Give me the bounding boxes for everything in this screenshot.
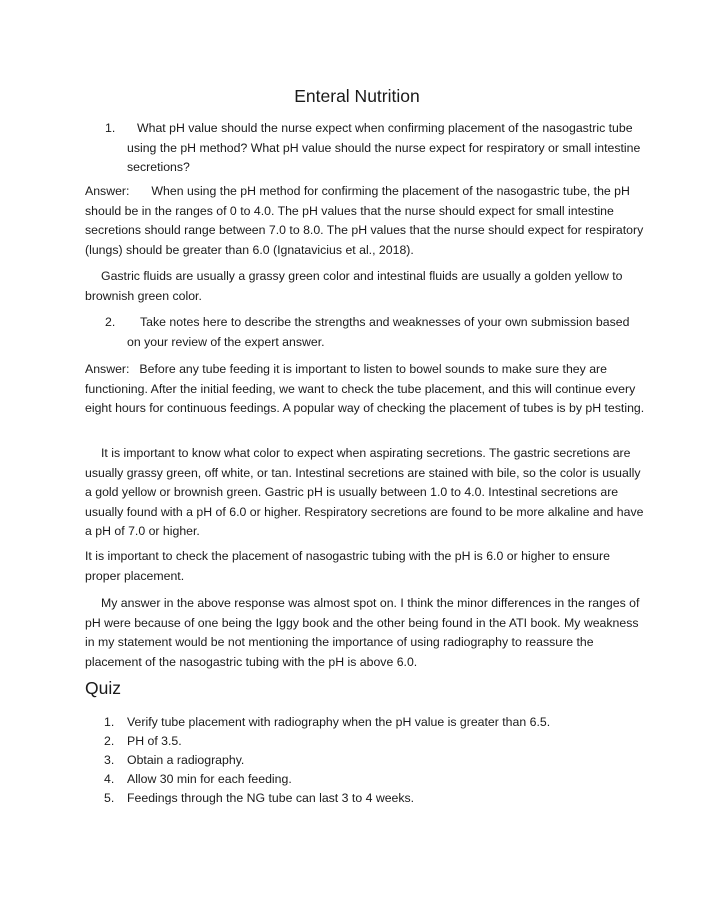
answer-2-text: Before any tube feeding it is important to listen to bowel sounds to make sure they are functioning. After the initial feeding, we want to check the tube placement, and this will continue every eight hours for continuous feedings. A popular way of checking the placement of tubes is by pH testing. (85, 362, 645, 415)
quiz-item (104, 732, 644, 751)
answer-1 (85, 182, 645, 260)
question-2 (105, 313, 645, 352)
document-title: Enteral Nutrition (294, 86, 420, 106)
quiz-item (104, 751, 644, 770)
question-1-number: 1. (105, 121, 116, 135)
quiz-item-number: 1. (104, 715, 115, 729)
quiz-heading: Quiz (85, 678, 121, 698)
question-1-text: What pH value should the nurse expect when confirming placement of the nasogastric tube using the pH method? What pH value should the nurse expect for respiratory or small intestine secretions? (127, 121, 641, 174)
answer-1-label: Answer: (85, 184, 130, 198)
question-2-number: 2. (105, 315, 116, 329)
answer-1-note: Gastric fluids are usually a grassy green color and intestinal fluids are usually a golden yellow to brownish green color. (85, 269, 623, 303)
quiz-item-number: 3. (104, 753, 115, 767)
quiz-item (104, 713, 644, 732)
question-1 (105, 119, 645, 178)
quiz-item (104, 770, 644, 789)
quiz-item (104, 789, 644, 808)
answer-2-paragraph-4: My answer in the above response was almost spot on. I think the minor differences in the ranges of pH were because of one being the Iggy book and the other being found in the ATI book. My weakness in my statement would be not mentioning the importance of using radiography to reassure the placement of the nasogastric tubing with the pH is above 6.0. (85, 596, 640, 669)
quiz-item-text: PH of 3.5. (127, 734, 182, 748)
quiz-item-text: Allow 30 min for each feeding. (127, 772, 292, 786)
answer-2 (85, 360, 645, 419)
answer-2-paragraph-2: It is important to know what color to expect when aspirating secretions. The gastric secretions are usually grassy green, off white, or tan. Intestinal secretions are stained with bile, so the color is usually a gold yellow or brownish green. Gastric pH is usually between 1.0 to 4.0. Intestinal secretions are usually found with a pH of 6.0 or higher. Respiratory secretions are found to be more alkaline and have a pH of 7.0 or higher. (85, 446, 644, 538)
quiz-item-text: Obtain a radiography. (127, 753, 245, 767)
answer-2-label: Answer: (85, 362, 130, 376)
quiz-item-number: 2. (104, 734, 115, 748)
question-2-text: Take notes here to describe the strengths and weaknesses of your own submission based on your review of the expert answer. (127, 315, 630, 349)
quiz-item-number: 4. (104, 772, 115, 786)
quiz-item-text: Feedings through the NG tube can last 3 to 4 weeks. (127, 791, 415, 805)
quiz-item-text: Verify tube placement with radiography when the pH value is greater than 6.5. (127, 715, 551, 729)
answer-1-text: When using the pH method for confirming the placement of the nasogastric tube, the pH should be in the ranges of 0 to 4.0. The pH values that the nurse should expect for small intestine secretions should range between 7.0 to 8.0. The pH values that the nurse should expect for respiratory (lungs) should be greater than 6.0 (Ignatavicius et al., 2018). (85, 184, 644, 257)
quiz-item-number: 5. (104, 791, 115, 805)
answer-2-paragraph-3: It is important to check the placement of nasogastric tubing with the pH is 6.0 or higher to ensure proper placement. (85, 549, 610, 583)
quiz-list (104, 713, 644, 808)
